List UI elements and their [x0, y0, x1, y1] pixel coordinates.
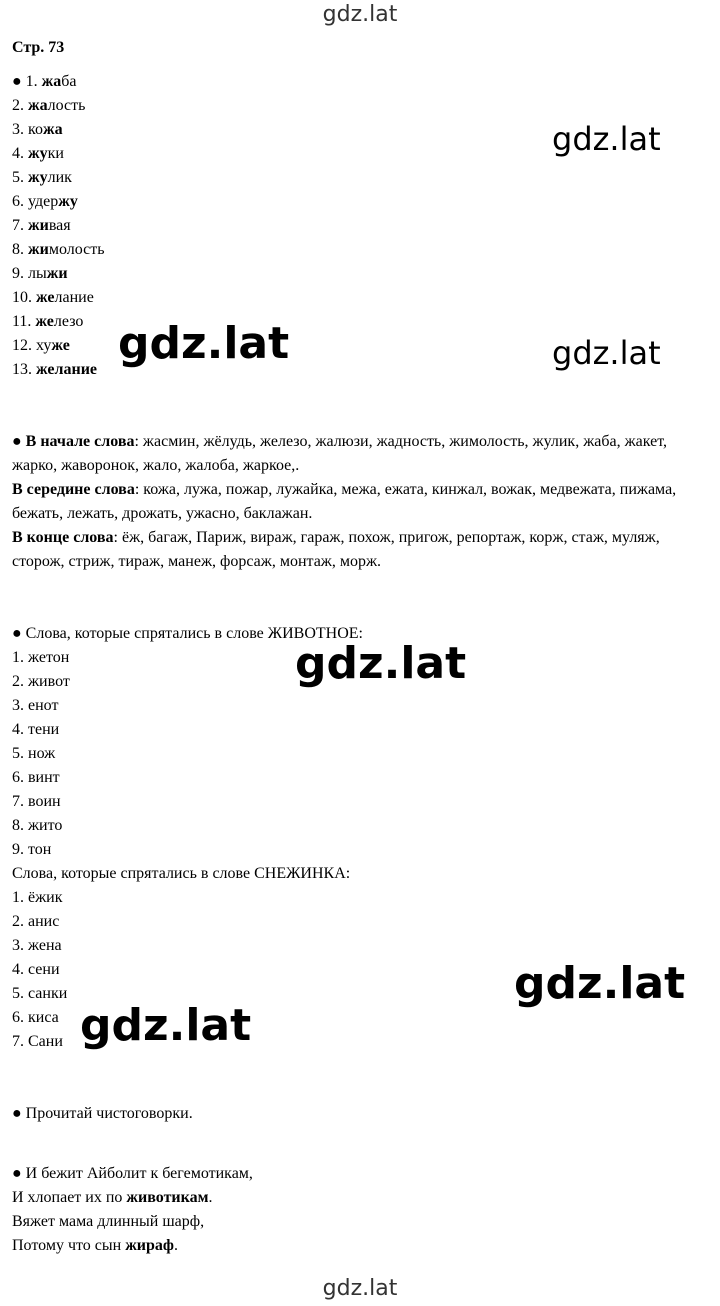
position-middle-label: В середине слова: [12, 481, 135, 498]
list-item: 9. лыжи: [12, 265, 68, 282]
list-item: 3. кожа: [12, 121, 63, 138]
list-item: 1. ёжик: [12, 889, 63, 906]
tongue-twister-poem: [12, 1162, 712, 1258]
page-title: Стр. 73: [12, 39, 65, 56]
overlay-watermark-6: gdz.lat: [80, 1000, 252, 1051]
list-item: 3. енот: [12, 697, 59, 714]
position-end-label: В конце слова: [12, 529, 114, 546]
list-item: 10. желание: [12, 289, 94, 306]
position-start-text: : жасмин, жёлудь, железо, жалюзи, жадность, жимолость, жулик, жаба, жакет, жарко, жаворонок, жало, жалоба, жаркое,.: [12, 433, 668, 474]
list-item: 8. жимолость: [12, 241, 105, 258]
list-item: 7. Сани: [12, 1033, 63, 1050]
position-start-paragraph: [12, 430, 712, 478]
list-item: 4. сени: [12, 961, 60, 978]
poem-line-3: Вяжет мама длинный шарф,: [12, 1213, 205, 1230]
overlay-watermark-3: gdz.lat: [118, 318, 290, 369]
list-item: 2. живот: [12, 673, 70, 690]
list-item: 2. жалость: [12, 97, 86, 114]
footer-watermark: gdz.lat: [322, 1276, 398, 1301]
list-item: 5. жулик: [12, 169, 72, 186]
poem-line-2: И хлопает их по животикам.: [12, 1189, 213, 1206]
overlay-watermark-1: gdz.lat: [552, 120, 661, 158]
list-item: 6. удержу: [12, 193, 78, 210]
list-item: 5. санки: [12, 985, 68, 1002]
list-item: 6. винт: [12, 769, 60, 786]
list-item: 7. живая: [12, 217, 71, 234]
position-middle-text: : кожа, лужа, пожар, лужайка, межа, ежата, кинжал, вожак, медвежата, пижама, бежать, лежать, дрожать, ужасно, баклажан.: [12, 481, 677, 522]
list-item: 1. жетон: [12, 649, 70, 666]
position-start-label: ● В начале слова: [12, 433, 135, 450]
overlay-watermark-2: gdz.lat: [552, 334, 661, 372]
list-item: 8. жито: [12, 817, 63, 834]
poem-line-1: ● И бежит Айболит к бегемотикам,: [12, 1165, 253, 1182]
list-item: ● 1. жаба: [12, 73, 77, 90]
overlay-watermark-4: gdz.lat: [295, 638, 467, 689]
list-item: 9. тон: [12, 841, 52, 858]
position-end-paragraph: [12, 526, 712, 574]
list-item: 2. анис: [12, 913, 60, 930]
list-item: 13. желание: [12, 361, 98, 378]
list-item: 7. воин: [12, 793, 61, 810]
position-end-text: : ёж, багаж, Париж, вираж, гараж, похож, пригож, репортаж, корж, стаж, муляж, сторож, стриж, тираж, манеж, форсаж, монтаж, морж.: [12, 529, 660, 570]
hidden-words-zhivotnoe-title: ● Слова, которые спрятались в слове ЖИВОТНОЕ:: [12, 625, 363, 642]
list-item: 4. жуки: [12, 145, 64, 162]
header-watermark: gdz.lat: [322, 2, 398, 27]
list-item: 12. хуже: [12, 337, 70, 354]
position-middle-paragraph: [12, 478, 712, 526]
hidden-words-snezhinka-title: Слова, которые спрятались в слове СНЕЖИНКА:: [12, 865, 351, 882]
list-item: 11. железо: [12, 313, 84, 330]
list-item: 4. тени: [12, 721, 60, 738]
list-item: 6. киса: [12, 1009, 59, 1026]
poem-line-4: Потому что сын жираф.: [12, 1237, 178, 1254]
instruction-text: ● Прочитай чистоговорки.: [12, 1105, 193, 1122]
list-item: 3. жена: [12, 937, 62, 954]
list-item: 5. нож: [12, 745, 56, 762]
overlay-watermark-5: gdz.lat: [514, 958, 686, 1009]
